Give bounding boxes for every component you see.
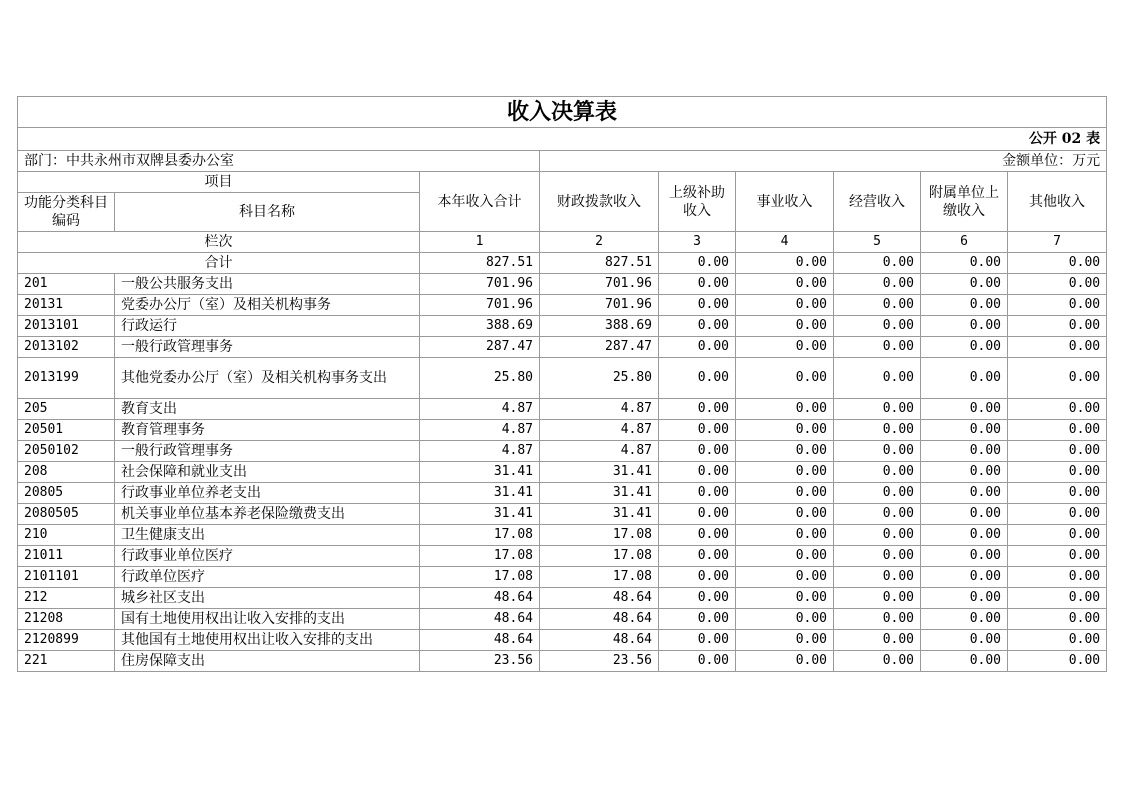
row-value: 48.64 [540, 609, 659, 630]
row-code: 205 [18, 399, 115, 420]
row-code: 201 [18, 274, 115, 295]
row-code: 221 [18, 651, 115, 672]
row-value: 0.00 [659, 399, 736, 420]
row-name: 教育管理事务 [115, 420, 420, 441]
table-row [18, 483, 1107, 504]
row-value: 0.00 [736, 399, 834, 420]
header-other: 其他收入 [1008, 172, 1107, 232]
index-col: 7 [1008, 232, 1107, 253]
index-col: 4 [736, 232, 834, 253]
table-row [18, 420, 1107, 441]
row-value: 31.41 [540, 504, 659, 525]
row-value: 0.00 [1008, 483, 1107, 504]
index-col: 5 [834, 232, 921, 253]
table-number: 公开 02 表 [18, 128, 1107, 151]
row-value: 48.64 [540, 630, 659, 651]
row-value: 0.00 [1008, 420, 1107, 441]
row-value: 0.00 [736, 274, 834, 295]
row-value: 0.00 [1008, 399, 1107, 420]
row-value: 0.00 [834, 483, 921, 504]
row-value: 0.00 [921, 420, 1008, 441]
table-row [18, 337, 1107, 358]
row-name: 一般行政管理事务 [115, 441, 420, 462]
header-superior: 上级补助收入 [659, 172, 736, 232]
row-value: 0.00 [659, 630, 736, 651]
row-value: 31.41 [420, 504, 540, 525]
row-code: 2050102 [18, 441, 115, 462]
row-value: 0.00 [736, 504, 834, 525]
row-value: 0.00 [1008, 358, 1107, 399]
row-value: 287.47 [540, 337, 659, 358]
table-row [18, 630, 1107, 651]
row-name: 机关事业单位基本养老保险缴费支出 [115, 504, 420, 525]
row-code: 210 [18, 525, 115, 546]
page-title: 收入决算表 [18, 97, 1107, 128]
row-value: 0.00 [659, 525, 736, 546]
total-value: 827.51 [420, 253, 540, 274]
table-row [18, 588, 1107, 609]
row-value: 0.00 [921, 399, 1008, 420]
index-col: 2 [540, 232, 659, 253]
row-code: 21011 [18, 546, 115, 567]
row-value: 23.56 [420, 651, 540, 672]
row-value: 0.00 [659, 420, 736, 441]
row-code: 20131 [18, 295, 115, 316]
row-value: 0.00 [834, 504, 921, 525]
header-project: 项目 [18, 172, 420, 193]
row-code: 208 [18, 462, 115, 483]
row-value: 0.00 [659, 358, 736, 399]
row-value: 0.00 [736, 420, 834, 441]
row-value: 388.69 [540, 316, 659, 337]
row-value: 4.87 [420, 420, 540, 441]
table-row [18, 399, 1107, 420]
row-value: 0.00 [1008, 462, 1107, 483]
row-name: 一般行政管理事务 [115, 337, 420, 358]
row-code: 20805 [18, 483, 115, 504]
row-value: 0.00 [1008, 609, 1107, 630]
row-value: 31.41 [540, 462, 659, 483]
row-value: 4.87 [540, 441, 659, 462]
row-value: 48.64 [420, 609, 540, 630]
total-value: 0.00 [659, 253, 736, 274]
row-value: 0.00 [736, 651, 834, 672]
table-row [18, 525, 1107, 546]
row-value: 0.00 [736, 441, 834, 462]
index-col: 6 [921, 232, 1008, 253]
row-code: 20501 [18, 420, 115, 441]
index-col: 1 [420, 232, 540, 253]
index-row-label: 栏次 [18, 232, 420, 253]
row-value: 0.00 [921, 337, 1008, 358]
row-value: 48.64 [420, 630, 540, 651]
income-table [17, 96, 1107, 672]
table-row [18, 316, 1107, 337]
row-name: 卫生健康支出 [115, 525, 420, 546]
row-value: 0.00 [921, 567, 1008, 588]
row-code: 2080505 [18, 504, 115, 525]
row-value: 0.00 [834, 609, 921, 630]
row-value: 0.00 [659, 441, 736, 462]
table-row [18, 504, 1107, 525]
row-value: 48.64 [540, 588, 659, 609]
row-code: 2013102 [18, 337, 115, 358]
row-value: 0.00 [1008, 567, 1107, 588]
row-value: 0.00 [834, 358, 921, 399]
row-value: 0.00 [921, 295, 1008, 316]
row-value: 0.00 [659, 546, 736, 567]
header-name: 科目名称 [115, 193, 420, 232]
unit-label: 金额单位：万元 [540, 151, 1107, 172]
row-value: 0.00 [736, 358, 834, 399]
row-value: 0.00 [659, 295, 736, 316]
row-value: 4.87 [420, 441, 540, 462]
row-value: 0.00 [921, 358, 1008, 399]
row-value: 701.96 [540, 274, 659, 295]
table-row [18, 609, 1107, 630]
table-row [18, 358, 1107, 399]
row-value: 31.41 [540, 483, 659, 504]
row-name: 行政单位医疗 [115, 567, 420, 588]
row-value: 0.00 [834, 399, 921, 420]
row-value: 0.00 [736, 483, 834, 504]
row-value: 0.00 [1008, 630, 1107, 651]
row-code: 2120899 [18, 630, 115, 651]
row-value: 0.00 [834, 630, 921, 651]
row-name: 其他国有土地使用权出让收入安排的支出 [115, 630, 420, 651]
header-total: 本年收入合计 [420, 172, 540, 232]
row-name: 行政事业单位养老支出 [115, 483, 420, 504]
row-value: 0.00 [921, 483, 1008, 504]
row-value: 0.00 [1008, 525, 1107, 546]
row-name: 行政运行 [115, 316, 420, 337]
table-row [18, 651, 1107, 672]
row-value: 17.08 [540, 546, 659, 567]
row-value: 17.08 [420, 567, 540, 588]
total-value: 827.51 [540, 253, 659, 274]
row-value: 0.00 [659, 588, 736, 609]
row-value: 0.00 [736, 630, 834, 651]
row-value: 0.00 [1008, 295, 1107, 316]
row-name: 教育支出 [115, 399, 420, 420]
row-value: 0.00 [921, 651, 1008, 672]
row-value: 0.00 [659, 462, 736, 483]
row-value: 0.00 [659, 274, 736, 295]
row-value: 0.00 [834, 295, 921, 316]
row-value: 0.00 [736, 462, 834, 483]
row-code: 21208 [18, 609, 115, 630]
row-value: 4.87 [420, 399, 540, 420]
department-label: 部门：中共永州市双牌县委办公室 [18, 151, 540, 172]
row-value: 701.96 [540, 295, 659, 316]
table-row [18, 441, 1107, 462]
row-value: 0.00 [921, 546, 1008, 567]
row-value: 0.00 [834, 651, 921, 672]
row-value: 0.00 [921, 630, 1008, 651]
row-value: 0.00 [736, 588, 834, 609]
row-value: 0.00 [736, 316, 834, 337]
row-value: 0.00 [659, 483, 736, 504]
row-name: 一般公共服务支出 [115, 274, 420, 295]
row-value: 0.00 [834, 567, 921, 588]
row-value: 31.41 [420, 462, 540, 483]
row-value: 0.00 [736, 567, 834, 588]
header-operating: 经营收入 [834, 172, 921, 232]
row-value: 17.08 [540, 567, 659, 588]
row-value: 0.00 [1008, 316, 1107, 337]
row-value: 25.80 [540, 358, 659, 399]
row-value: 0.00 [1008, 337, 1107, 358]
row-code: 212 [18, 588, 115, 609]
total-value: 0.00 [1008, 253, 1107, 274]
index-col: 3 [659, 232, 736, 253]
row-value: 0.00 [834, 420, 921, 441]
header-fiscal: 财政拨款收入 [540, 172, 659, 232]
row-value: 0.00 [921, 588, 1008, 609]
row-value: 388.69 [420, 316, 540, 337]
row-value: 0.00 [834, 525, 921, 546]
row-value: 0.00 [834, 441, 921, 462]
row-name: 社会保障和就业支出 [115, 462, 420, 483]
row-value: 0.00 [1008, 274, 1107, 295]
row-name: 住房保障支出 [115, 651, 420, 672]
row-value: 0.00 [659, 316, 736, 337]
row-value: 0.00 [1008, 546, 1107, 567]
row-name: 城乡社区支出 [115, 588, 420, 609]
row-value: 701.96 [420, 274, 540, 295]
total-value: 0.00 [736, 253, 834, 274]
header-affiliated: 附属单位上缴收入 [921, 172, 1008, 232]
total-row-label: 合计 [18, 253, 420, 274]
table-row [18, 567, 1107, 588]
header-code: 功能分类科目编码 [18, 193, 115, 232]
row-value: 0.00 [834, 546, 921, 567]
row-value: 0.00 [659, 567, 736, 588]
row-value: 0.00 [736, 609, 834, 630]
row-value: 0.00 [736, 295, 834, 316]
row-value: 31.41 [420, 483, 540, 504]
row-value: 17.08 [540, 525, 659, 546]
row-code: 2013101 [18, 316, 115, 337]
row-value: 0.00 [921, 504, 1008, 525]
row-value: 0.00 [659, 651, 736, 672]
row-value: 0.00 [736, 546, 834, 567]
row-value: 0.00 [1008, 651, 1107, 672]
row-value: 0.00 [834, 337, 921, 358]
row-value: 25.80 [420, 358, 540, 399]
header-business: 事业收入 [736, 172, 834, 232]
row-value: 0.00 [834, 462, 921, 483]
row-value: 0.00 [921, 525, 1008, 546]
row-value: 287.47 [420, 337, 540, 358]
row-value: 23.56 [540, 651, 659, 672]
row-value: 0.00 [659, 609, 736, 630]
row-value: 701.96 [420, 295, 540, 316]
table-row [18, 462, 1107, 483]
row-name: 党委办公厅（室）及相关机构事务 [115, 295, 420, 316]
total-value: 0.00 [921, 253, 1008, 274]
row-value: 0.00 [834, 316, 921, 337]
row-value: 0.00 [1008, 441, 1107, 462]
row-name: 行政事业单位医疗 [115, 546, 420, 567]
income-final-account-sheet [17, 96, 1106, 672]
row-value: 48.64 [420, 588, 540, 609]
row-value: 4.87 [540, 399, 659, 420]
row-code: 2101101 [18, 567, 115, 588]
total-value: 0.00 [834, 253, 921, 274]
row-name: 国有土地使用权出让收入安排的支出 [115, 609, 420, 630]
row-value: 17.08 [420, 546, 540, 567]
row-value: 0.00 [921, 462, 1008, 483]
row-value: 4.87 [540, 420, 659, 441]
row-value: 17.08 [420, 525, 540, 546]
table-row [18, 274, 1107, 295]
row-value: 0.00 [921, 316, 1008, 337]
table-row [18, 295, 1107, 316]
row-value: 0.00 [834, 588, 921, 609]
row-value: 0.00 [1008, 588, 1107, 609]
row-value: 0.00 [1008, 504, 1107, 525]
row-value: 0.00 [659, 337, 736, 358]
row-value: 0.00 [736, 337, 834, 358]
row-value: 0.00 [834, 274, 921, 295]
row-name: 其他党委办公厅（室）及相关机构事务支出 [115, 358, 420, 399]
row-value: 0.00 [921, 441, 1008, 462]
row-code: 2013199 [18, 358, 115, 399]
row-value: 0.00 [736, 525, 834, 546]
table-row [18, 546, 1107, 567]
row-value: 0.00 [921, 609, 1008, 630]
row-value: 0.00 [921, 274, 1008, 295]
row-value: 0.00 [659, 504, 736, 525]
